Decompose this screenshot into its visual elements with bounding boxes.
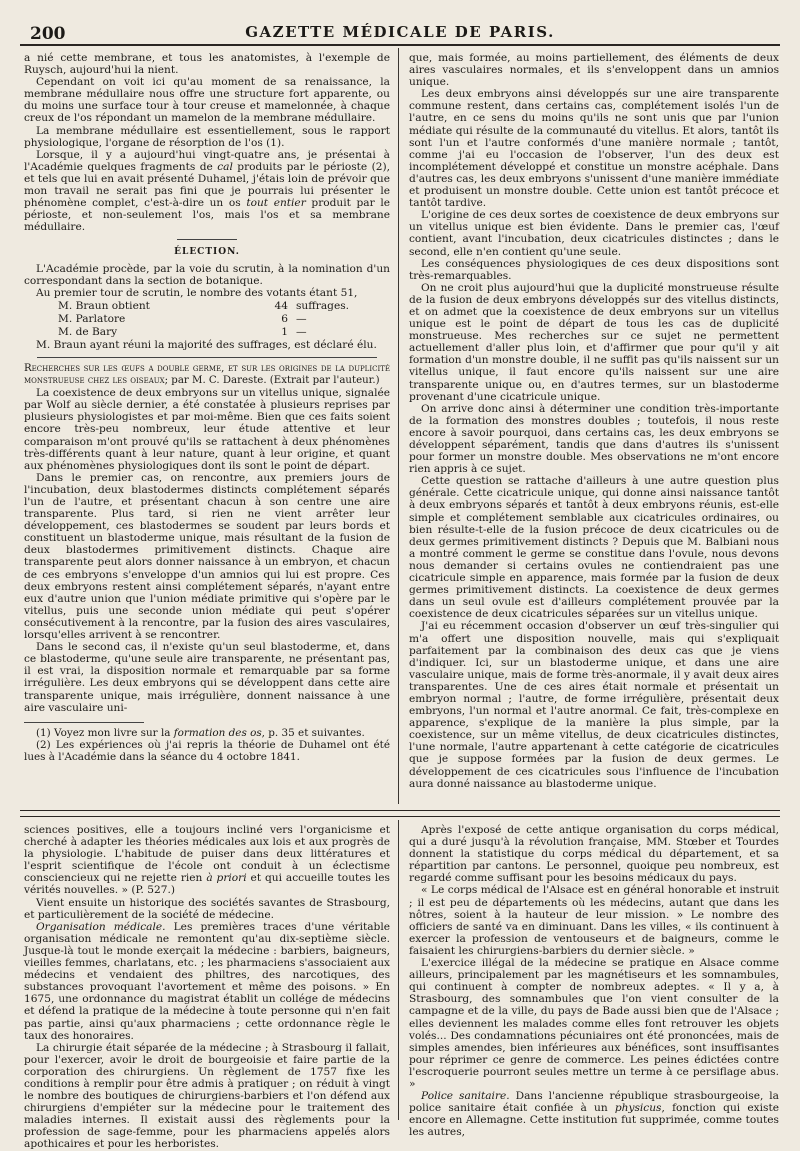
footnote: (1) Voyez mon livre sur la formation des os, p. 35 et suivantes.: [36, 726, 365, 739]
paragraph: La membrane médullaire est essentiellement, sous le rapport physiologique, l'organe de résorption de l'os (1).: [24, 124, 390, 149]
feuilleton-divider: [20, 810, 780, 817]
paragraph: Cette question se rattache d'ailleurs à une autre question plus générale. Cette cicatricule unique, qui donne ainsi naissance tantôt à deux embryons séparés et tantôt à deux embryons réunis, est-elle simple et complétement semblable aux cicatricules ordinaires, ou bien résulte-t-elle de la fusion précoce de deux cicatricules ou de deux germes primitivement distincts ? Depuis que M. Balbiani nous a montré comment le germe se constitue dans l'ovule, nous devons nous demander si certains ovules ne contiendraient pas une cicatricule simple en apparence, mais formée par la fusion de deux germes primitivement distincts. La coexistence de deux germes dans un seul ovule est d'ailleurs complétement prouvée par la coexistence de deux cicatricules séparées sur un vitellus unique.: [409, 475, 779, 621]
paragraph: « Le corps médical de l'Alsace est en général honorable et instruit ; il est peu de départements où les médecins, autant que dans les nôtres, soient à la hauteur de leur mission. » Le nombre des officiers de santé va en diminuant. Dans les villes, « ils continuent à exercer la profession de ventouseurs et de baigneurs, comme le faisaient les chirurgiens-barbiers du dernier siècle. »: [409, 884, 779, 957]
page-number: 200: [30, 24, 66, 44]
paragraph: On ne croit plus aujourd'hui que la duplicité monstrueuse résulte de la fusion de deux embryons développés sur des vitellus distincts, et on admet que la coexistence de deux embryons sur un vitellus unique est le point de départ de tous les cas de duplicité monstrueuse. Mes recherches sur ce sujet ne permettent actuellement d'aller plus loin, et d'affirmer que pour qu'il y ait formation d'un monstre double, il ne suffit pas qu'ils naissent sur un vitellus unique, il faut encore qu'ils naissent sur une aire transparente unique ou, en d'autres termes, sur un blastoderme provenant d'une cicatricule unique.: [409, 281, 779, 403]
vote-row: M. Parlatore 6 —: [58, 312, 307, 325]
page-header: [20, 18, 780, 46]
paragraph: Organisation médicale. Les premières traces d'une véritable organisation médicale ne remontent qu'au dix-septième siècle. Jusque-là tout le monde exerçait la médecine : barbiers, baigneurs, vieilles femmes, charlatans, etc. ; les pharmaciens s'associaient aux médecins et vendaient des philtres, des narcotiques, des substances provoquant l'avortement et même des poisons. » En 1675, une ordonnance du magistrat établit un collége de médecins et défend la pratique de la médecine à toute personne qui n'en fait pas partie, ainsi qu'aux pharmaciens ; cette ordonnance règle le taux des honoraires.: [24, 920, 390, 1042]
paragraph: Vient ensuite un historique des sociétés savantes de Strasbourg, et particulièrement de la société de médecine.: [24, 896, 390, 921]
paragraph: Dans le second cas, il n'existe qu'un seul blastoderme, et, dans ce blastoderme, qu'une seule aire transparente, ne présentant pas, il est vrai, la disposition normale et remarquable par sa forme irrégulière. Les deux embryons qui se développent dans cette aire transparente unique, mais irrégulière, donnent naissance à une aire vasculaire uni-: [24, 641, 390, 714]
paragraph: Dans le premier cas, on rencontre, aux premiers jours de l'incubation, deux blastodermes distincts complétement séparés l'un de l'autre, et présentant chacun à son centre une aire transparente. Plus tard, si rien ne vient arrêter leur développement, ces blastodermes se soudent par leurs bords et constituent un blastoderme unique, mais résultant de la fusion de deux blastodermes primitivement distincts. Chaque aire transparente peut alors donner naissance à un embryon, et chacun de ces embryons s'enveloppe d'un amnios qui lui est propre. Ces deux embryons restent ainsi complétement séparés, n'ayant entre eux d'autre union que l'union médiate primitive qui s'opère par le vitellus, puis une seconde union médiate qui peut s'opérer consécutivement à la rencontre, par la fusion des aires vasculaires, lorsqu'elles arrivent à se rencontrer.: [24, 471, 390, 642]
paragraph: Lorsque, il y a aujourd'hui vingt-quatre ans, je présentai à l'Académie quelques fragments de cal produits par le périoste (2), et tels que lui en avait présenté Duhamel, j'étais loin de prévoir que mon travail ne serait pas fini que je pourrais lui présenter le phénomène complet, c'est-à-dire un os tout entier produit par le périoste, et non-seulement l'os, mais l'os et sa membrane médullaire.: [24, 148, 390, 234]
paragraph: L'Académie procède, par la voie du scrutin, à la nomination d'un correspondant dans la section de botanique.: [24, 262, 390, 287]
journal-title: GAZETTE MÉDICALE DE PARIS.: [245, 23, 555, 41]
paragraph: Après l'exposé de cette antique organisation du corps médical, qui a duré jusqu'à la révolution française, MM. Stœber et Tourdes donnent la statistique du corps médical du département, et sa répartition par cantons. Le personnel, quoique peu nombreux, est regardé comme suffisant pour les besoins médicaux du pays.: [409, 824, 779, 885]
paragraph: L'origine de ces deux sortes de coexistence de deux embryons sur un vitellus unique est bien évidente. Dans le premier cas, l'œuf contient, avant l'incubation, deux cicatricules distinctes ; dans le second, elle n'en contient qu'une seule.: [409, 209, 779, 258]
column-divider-top: [398, 48, 399, 804]
paragraph: J'ai eu récemment occasion d'observer un œuf très-singulier qui m'a offert une disposition nouvelle, mais qui s'expliquait parfaitement par la combinaison des deux cas que je viens d'indiquer. Ici, sur un blastoderme unique, et dans une aire vasculaire unique, mais de forme très-anormale, il y avait deux aires transparentes. Une de ces aires était normale et présentait un embryon normal ; l'autre, de forme irrégulière, présentait deux embryons, l'un normal et l'autre anormal. Ce fait, très-complexe en apparence, s'explique de la manière la plus simple, par la coexistence, sur un même vitellus, de deux cicatricules distinctes, l'une normale, l'autre appartenant à cette catégorie de cicatricules que je suppose formées par la fusion de deux germes. Le développement de ces cicatricules sous l'influence de l'incubation aura donné naissance au blastoderme unique.: [409, 620, 779, 790]
paragraph: La chirurgie était séparée de la médecine ; à Strasbourg il fallait, pour l'exercer, avoir le droit de bourgeoisie et faire partie de la corporation des chirurgiens. Un règlement de 1757 fixe les conditions à remplir pour être admis à pratiquer ; on réduit à vingt le nombre des boutiques de chirurgiens-barbiers et l'on défend aux chirurgiens d'empiéter sur la médecine pour le traitement des maladies internes. Il existait aussi des règlements pour la profession de sage-femme, pour les pharmaciens appelés alors apothicaires et pour les herboristes.: [24, 1041, 390, 1151]
vote-row: M. Braun obtient 44 suffrages.: [58, 299, 350, 312]
paragraph: On arrive donc ainsi à déterminer une condition très-importante de la formation des monstres doubles ; toutefois, il nous reste encore à savoir pourquoi, dans certains cas, les deux embryons se développent séparément, tandis que dans d'autres ils s'unissent pour former un monstre double. Mes observations ne m'ont encore rien appris à ce sujet.: [409, 402, 779, 476]
top-left-column: [24, 52, 390, 802]
paragraph: que, mais formée, au moins partiellement, des éléments de deux aires vasculaires normales, et ils s'enveloppent dans un amnios unique.: [409, 52, 779, 89]
section-heading-election: ÉLECTION.: [174, 247, 240, 258]
paragraph: sciences positives, elle a toujours incliné vers l'organicisme et cherché à adapter les théories médicales aux lois et aux progrès de la physiologie. L'habitude de puiser dans deux littératures et l'esprit scientifique de l'école ont conduit à un éclectisme consciencieux qui ne rejette rien à priori et qui accueille toutes les vérités nouvelles. » (P. 527.): [24, 824, 390, 897]
paragraph: Les conséquences physiologiques de ces deux dispositions sont très-remarquables.: [409, 257, 779, 282]
paragraph: Les deux embryons ainsi développés sur une aire transparente commune restent, dans certains cas, complétement isolés l'un de l'autre, en ce sens du moins qu'ils ne sont unis que par l'union médiate qui résulte de la communauté du vitellus. Et alors, tantôt ils sont l'un et l'autre conformés d'une manière normale ; tantôt, comme j'ai eu l'occasion de l'observer, l'un des deux est incomplétement développé et constitue un monstre acéphale. Dans d'autres cas, les deux embryons s'unissent d'une manière immédiate et produisent un monstre double. Cette union est tantôt précoce et tantôt tardive.: [409, 88, 779, 210]
column-divider-bottom: [398, 820, 399, 1120]
footnote: (2) Les expériences où j'ai repris la théorie de Duhamel ont été lues à l'Académie dans la séance du 4 octobre 1841.: [24, 738, 390, 763]
paragraph: a nié cette membrane, et tous les anatomistes, à l'exemple de Ruysch, aujourd'hui la nient.: [24, 52, 390, 77]
footnote-divider: [24, 722, 144, 723]
paragraph: Cependant on voit ici qu'au moment de sa renaissance, la membrane médullaire nous offre une structure fort apparente, ou du moins une surface tour à tour creuse et mamelonnée, à chaque creux de l'os répondant un mamelon de la membrane médullaire.: [24, 76, 390, 125]
bottom-right-column: [409, 824, 779, 1139]
paragraph: Police sanitaire. Dans l'ancienne république strasbourgeoise, la police sanitaire était confiée à un physicus, fonction qui existe encore en Allemagne. Cette institution fut supprimée, comme toutes les autres,: [409, 1090, 779, 1139]
paragraph: La coexistence de deux embryons sur un vitellus unique, signalée par Wolf au siècle dernier, a été constatée à plusieurs reprises par plusieurs physiologistes et par moi-même. Bien que ces faits soient encore très-peu nombreux, leur étude attentive et leur comparaison m'ont prouvé qu'ils se rattachent à deux phénomènes très-différents quant à leur nature, quant à leur origine, et quant aux phénomènes physiologiques dont ils sont le point de départ.: [24, 387, 390, 472]
paragraph: L'exercice illégal de la médecine se pratique en Alsace comme ailleurs, principalement par les magnétiseurs et les somnambules, qui continuent à compter de nombreux adeptes. « Il y a, à Strasbourg, des somnambules que l'on vient consulter de la campagne et de la ville, du pays de Bade aussi bien que de l'Alsace ; elles deviennent les malades comme elles font retrouver les objets volés... Des condamnations pécuniaires ont été prononcées, mais de simples amendes, bien inférieures aux bénéfices, sont insuffisantes pour réprimer ce genre de commerce. Les peines édictées contre l'escroquerie pourront seules mettre un terme à ce persiflage abus. »: [409, 957, 779, 1090]
top-right-column: [409, 52, 779, 802]
paragraph: Au premier tour de scrutin, le nombre des votants étant 51,: [36, 286, 358, 299]
section-divider: [37, 357, 377, 358]
bottom-left-column: [24, 824, 390, 1151]
section-divider: [177, 239, 237, 240]
article-heading: Recherches sur les œufs a double germe, et sur les origines de la duplicité monstrueuse chez les oiseaux; par M. C. Dareste. (Extrait par l'auteur.): [24, 363, 390, 387]
paragraph: M. Braun ayant réuni la majorité des suffrages, est déclaré élu.: [36, 339, 377, 352]
vote-row: M. de Bary 1 —: [58, 325, 307, 338]
